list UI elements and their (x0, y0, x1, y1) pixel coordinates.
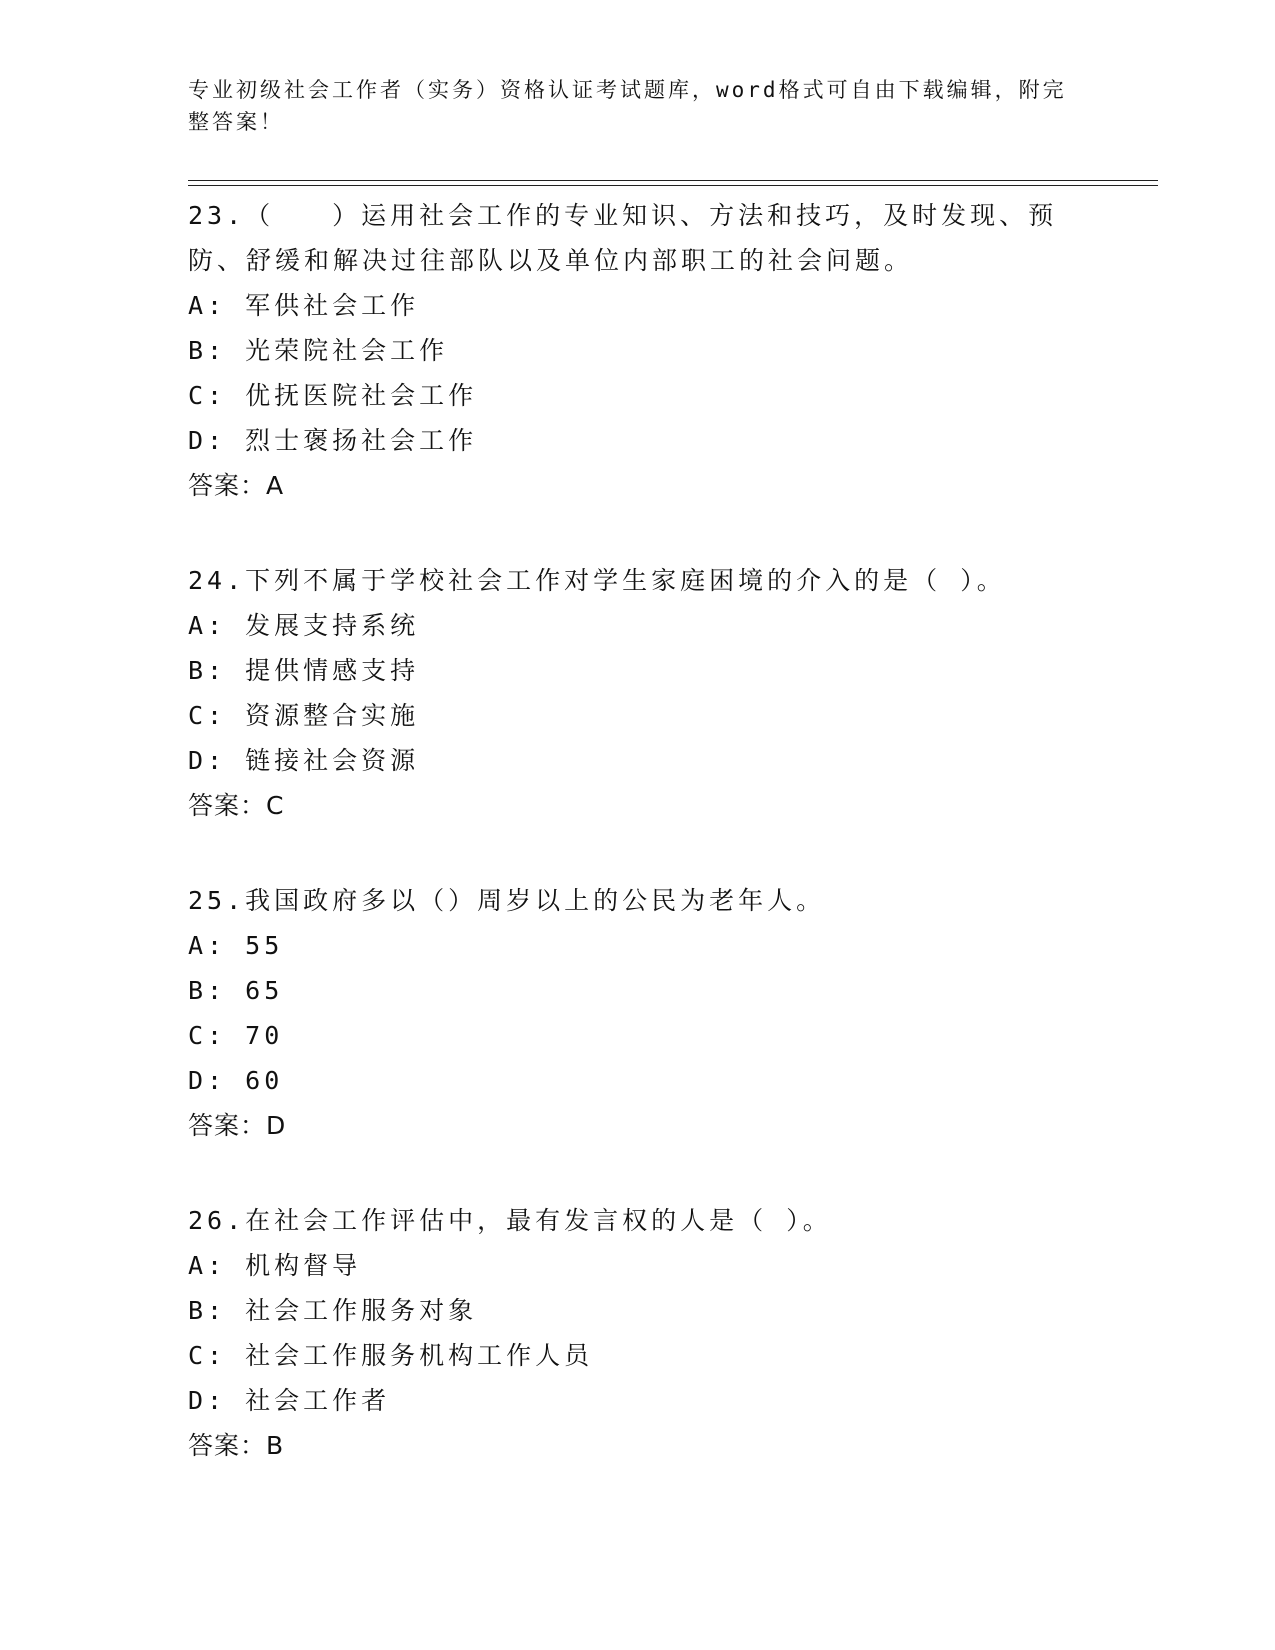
option-b: B: 光荣院社会工作 (188, 336, 449, 365)
option-c: C: 优抚医院社会工作 (188, 381, 478, 410)
header-divider-top (188, 180, 1158, 181)
answer-line: 答案：D (188, 1111, 287, 1140)
question-stem: 24.下列不属于学校社会工作对学生家庭困境的介入的是（ ）。 (188, 566, 1006, 595)
answer-line: 答案：B (188, 1431, 285, 1460)
question-stem: 26.在社会工作评估中，最有发言权的人是（ ）。 (188, 1206, 832, 1235)
question-list (188, 193, 1088, 1518)
option-b: B: 65 (188, 976, 284, 1005)
option-b: B: 社会工作服务对象 (188, 1296, 478, 1325)
question-24 (188, 558, 1088, 828)
header-divider-bottom (188, 185, 1158, 186)
question-23 (188, 193, 1088, 508)
option-d: D: 链接社会资源 (188, 746, 420, 775)
option-d: D: 社会工作者 (188, 1386, 391, 1415)
option-a: A: 军供社会工作 (188, 291, 420, 320)
question-stem: 23.（ ）运用社会工作的专业知识、方法和技巧，及时发现、预防、舒缓和解决过往部队以及单位内部职工的社会问题。 (188, 201, 1058, 275)
question-25 (188, 878, 1088, 1148)
answer-line: 答案：A (188, 471, 285, 500)
question-stem: 25.我国政府多以（）周岁以上的公民为老年人。 (188, 886, 826, 915)
answer-line: 答案：C (188, 791, 285, 820)
document-header: 专业初级社会工作者（实务）资格认证考试题库，word格式可自由下载编辑，附完整答案！ (188, 78, 1067, 134)
option-c: C: 70 (188, 1021, 284, 1050)
option-d: D: 烈士褒扬社会工作 (188, 426, 478, 455)
option-a: A: 机构督导 (188, 1251, 362, 1280)
option-c: C: 社会工作服务机构工作人员 (188, 1341, 594, 1370)
option-d: D: 60 (188, 1066, 284, 1095)
option-a: A: 55 (188, 931, 284, 960)
option-b: B: 提供情感支持 (188, 656, 420, 685)
option-a: A: 发展支持系统 (188, 611, 420, 640)
option-c: C: 资源整合实施 (188, 701, 420, 730)
question-26 (188, 1198, 1088, 1468)
